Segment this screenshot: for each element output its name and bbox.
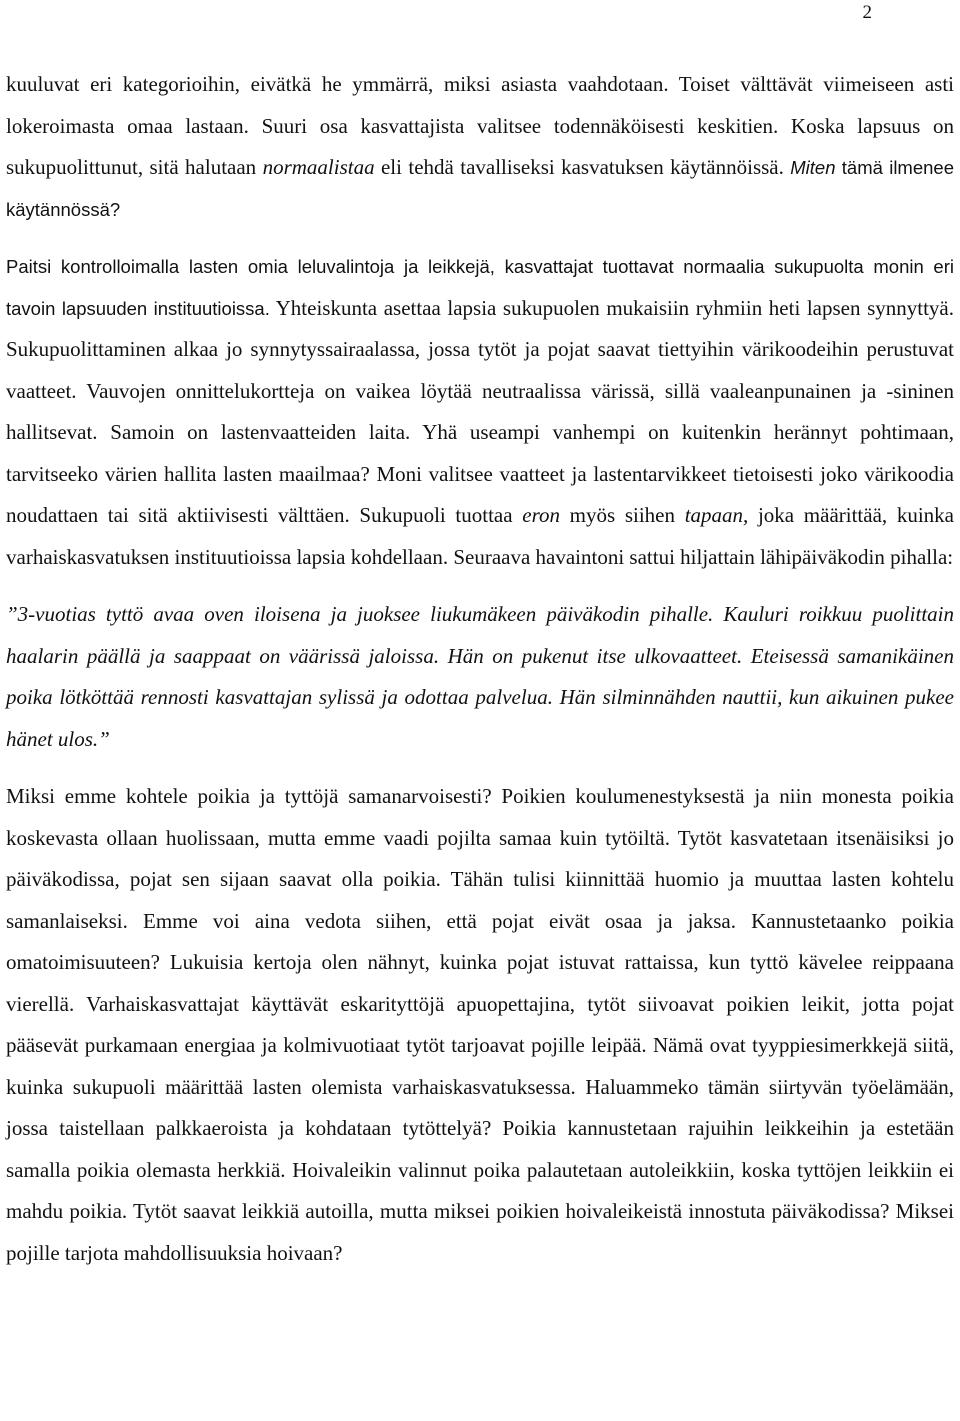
paragraph-2-text-cont: myös siihen [559, 503, 685, 527]
paragraph-2-lead: Paitsi kontrolloimalla lasten omia leluvalintoja ja leikkejä, kasvattajat tuottavat normaalia sukupuolta monin eri tavoin lapsuuden instituutioissa. [6, 256, 954, 319]
paragraph-1-question: tämä ilmenee käytännössä? [6, 157, 954, 220]
paragraph-2 [6, 246, 954, 578]
emphasis-eron: eron [522, 503, 560, 527]
emphasis-tapaan: tapaan, [684, 503, 749, 527]
page-number: 2 [862, 2, 872, 23]
paragraph-1 [6, 64, 954, 230]
observation-quote: ”3-vuotias tyttö avaa oven iloisena ja juoksee liukumäkeen päiväkodin pihalle. Kauluri roikkuu puolittain haalarin päällä ja saappaat on väärissä jaloissa. Hän on pukenut itse ulkovaatteet. Eteisessä samanikäinen poika lötköttää rennosti kasvattajan sylissä ja odottaa palvelua. Hän silminnähden nauttii, kun aikuinen pukee hänet ulos.” [6, 602, 954, 751]
paragraph-3: Miksi emme kohtele poikia ja tyttöjä samanarvoisesti? Poikien koulumenestyksestä ja niin monesta poikia koskevasta ollaan huolissaan, mutta emme vaadi pojilta samaa kuin tytöiltä. Tytöt kasvatetaan itsenäisiksi jo päiväkodissa, pojat sen sijaan saavat olla poikia. Tähän tulisi kiinnittää huomio ja muuttaa lasten kohtelu samanlaiseksi. Emme voi aina vedota siihen, että pojat eivät osaa ja jaksa. Kannustetaanko poikia omatoimisuuteen? Lukuisia kertoja olen nähnyt, kuinka pojat istuvat rattaissa, kun tyttö kävelee reippaana vierellä. Varhaiskasvattajat käyttävät eskarityttöjä apuopettajina, tytöt siivoavat poikien leikit, jotta pojat pääsevät purkamaan energiaa ja kolmivuotiaat tytöt tarjoavat pojille leipää. Nämä ovat tyyppiesimerkkejä siitä, kuinka sukupuoli määrittää lasten olemista varhaiskasvatuksessa. Haluammeko tämän siirtyvän työelämään, jossa taistellaan palkkaeroista ja kohdataan tytöttelyä? Poikia kannustetaan rajuihin leikkeihin ja estetään samalla poikia olemasta herkkiä. Hoivaleikin valinnut poika palautetaan autoleikkiin, koska tyttöjen leikkiin ei mahdu poikia. Tytöt saavat leikkiä autoilla, mutta miksei poikien hoivaleikeistä innostuta päiväkodissa? Miksei pojille tarjota mahdollisuuksia hoivaan? [6, 784, 954, 1265]
paragraph-2-text-end: joka määrittää, kuinka varhaiskasvatuksen instituutioissa lapsia kohdellaan. Seuraava havaintoni sattui hiljattain lähipäiväkodin pihalla: [6, 503, 954, 569]
emphasis-normaalistaa: normaalistaa [262, 155, 375, 179]
page-body [6, 64, 954, 1274]
paragraph-1-text: kuuluvat eri kategorioihin, eivätkä he ymmärrä, miksi asiasta vaahdotaan. Toiset välttävät viimeiseen asti lokeroimasta omaa lastaan. Suuri osa kasvattajista valitsee todennäköisesti keskitien. Koska lapsuus on sukupuolittunut, sitä halutaan [6, 72, 954, 179]
emphasis-miten: Miten [790, 157, 836, 178]
paragraph-1-text-cont: eli tehdä tavalliseksi kasvatuksen käytännöissä. [374, 155, 791, 179]
paragraph-2-text: Yhteiskunta asettaa lapsia sukupuolen mukaisiin ryhmiin heti lapsen synnyttyä. Sukupuolittaminen alkaa jo synnytyssairaalassa, jossa tytöt ja pojat saavat tiettyihin värikoodeihin perustuvat vaatteet. Vauvojen onnittelukortteja on vaikea löytää neutraalissa värissä, sillä vaaleanpunainen ja -sininen hallitsevat. Samoin on lastenvaatteiden laita. Yhä useampi vanhempi on kuitenkin herännyt pohtimaan, tarvitseeko värien hallita lasten maailmaa? Moni valitsee vaatteet ja lastentarvikkeet tietoisesti joko värikoodia noudattaen tai sitä aktiivisesti välttäen. Sukupuoli tuottaa [6, 295, 954, 527]
